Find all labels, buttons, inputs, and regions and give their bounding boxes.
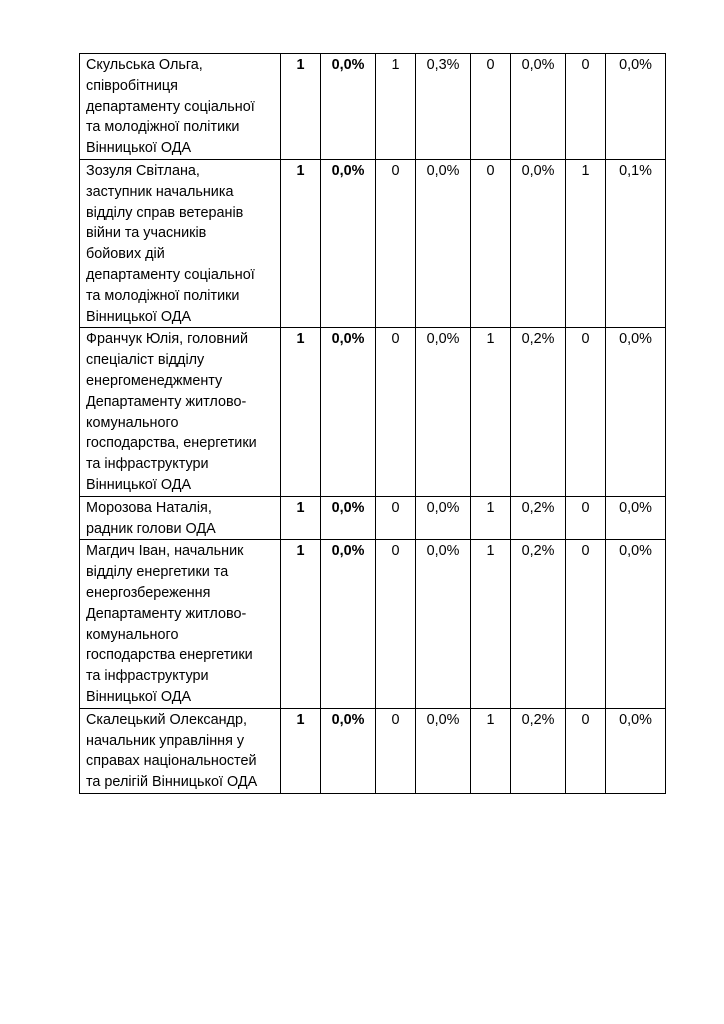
person-name-line: заступник начальника [86, 183, 234, 200]
person-cell [80, 328, 281, 496]
count-cell: 0 [376, 159, 416, 327]
person-name-line: начальник управління у [86, 732, 245, 749]
percent-cell: 0,0% [606, 54, 666, 160]
person-cell [80, 708, 281, 793]
table-row [80, 159, 666, 327]
table-row [80, 540, 666, 708]
person-name-line: енергозбереження [86, 584, 211, 601]
count-cell: 0 [566, 540, 606, 708]
person-name-line: комунального [86, 414, 179, 431]
person-name-line: бойових дій [86, 246, 165, 263]
person-name-line: господарства, енергетики [86, 435, 257, 452]
person-cell [80, 496, 281, 540]
count-cell: 0 [566, 54, 606, 160]
count-cell: 0 [566, 496, 606, 540]
count-cell: 1 [281, 159, 321, 327]
person-name-line: Вінницької ОДА [86, 140, 192, 157]
person-cell [80, 540, 281, 708]
percent-cell: 0,0% [511, 159, 566, 327]
person-name-line: департаменту соціальної [86, 266, 255, 283]
person-cell [80, 54, 281, 160]
person-name-line: Скалецький Олександр, [86, 711, 247, 728]
person-name-line: господарства енергетики [86, 647, 253, 664]
percent-cell: 0,0% [321, 540, 376, 708]
person-name-line: та молодіжної політики [86, 287, 240, 304]
person-name-line: та релігій Вінницької ОДА [86, 774, 258, 791]
percent-cell: 0,0% [321, 159, 376, 327]
count-cell: 0 [566, 328, 606, 496]
percent-cell: 0,0% [606, 328, 666, 496]
percent-cell: 0,0% [416, 496, 471, 540]
percent-cell: 0,0% [321, 328, 376, 496]
person-name-line: відділу енергетики та [86, 564, 229, 581]
person-name-line: справах національностей [86, 753, 257, 770]
person-name-line: енергоменеджменту [86, 372, 223, 389]
percent-cell: 0,2% [511, 708, 566, 793]
person-name-line: Департаменту житлово- [86, 605, 247, 622]
person-name-line: та інфраструктури [86, 456, 209, 473]
person-name-line: війни та учасників [86, 225, 207, 242]
person-name-line: Магдич Іван, начальник [86, 543, 244, 560]
count-cell: 0 [376, 708, 416, 793]
count-cell: 1 [281, 328, 321, 496]
count-cell: 1 [471, 328, 511, 496]
count-cell: 1 [471, 708, 511, 793]
person-cell [80, 159, 281, 327]
percent-cell: 0,0% [606, 496, 666, 540]
count-cell: 0 [376, 328, 416, 496]
percent-cell: 0,0% [606, 708, 666, 793]
person-name-line: радник голови ОДА [86, 520, 216, 537]
percent-cell: 0,0% [321, 496, 376, 540]
percent-cell: 0,0% [321, 54, 376, 160]
count-cell: 1 [281, 708, 321, 793]
percent-cell: 0,3% [416, 54, 471, 160]
person-name-line: комунального [86, 626, 179, 643]
person-name-line: департаменту соціальної [86, 98, 255, 115]
count-cell: 1 [566, 159, 606, 327]
percent-cell: 0,0% [321, 708, 376, 793]
percent-cell: 0,0% [416, 540, 471, 708]
person-name-line: Департаменту житлово- [86, 393, 247, 410]
table-body [80, 54, 666, 794]
percent-cell: 0,0% [606, 540, 666, 708]
percent-cell: 0,0% [416, 708, 471, 793]
count-cell: 0 [566, 708, 606, 793]
results-table [79, 53, 666, 794]
person-name-line: Скульська Ольга, [86, 57, 203, 73]
person-name-line: та молодіжної політики [86, 119, 240, 136]
person-name-line: Франчук Юлія, головний [86, 331, 249, 348]
person-name-line: спеціаліст відділу [86, 352, 205, 369]
percent-cell: 0,2% [511, 540, 566, 708]
table-row [80, 54, 666, 160]
person-name-line: Вінницької ОДА [86, 688, 192, 705]
percent-cell: 0,1% [606, 159, 666, 327]
percent-cell: 0,0% [416, 328, 471, 496]
count-cell: 1 [281, 540, 321, 708]
count-cell: 1 [281, 54, 321, 160]
percent-cell: 0,0% [416, 159, 471, 327]
count-cell: 0 [471, 159, 511, 327]
person-name-line: співробітниця [86, 77, 178, 94]
person-name-line: Вінницької ОДА [86, 476, 192, 493]
person-name-line: Морозова Наталія, [86, 499, 212, 516]
percent-cell: 0,0% [511, 54, 566, 160]
table-row [80, 328, 666, 496]
count-cell: 1 [471, 496, 511, 540]
person-name-line: відділу справ ветеранів [86, 204, 244, 221]
count-cell: 1 [376, 54, 416, 160]
person-name-line: та інфраструктури [86, 668, 209, 685]
table-row [80, 496, 666, 540]
person-name-line: Зозуля Світлана, [86, 162, 200, 179]
table-row [80, 708, 666, 793]
percent-cell: 0,2% [511, 328, 566, 496]
count-cell: 1 [471, 540, 511, 708]
count-cell: 1 [281, 496, 321, 540]
person-name-line: Вінницької ОДА [86, 308, 192, 325]
count-cell: 0 [471, 54, 511, 160]
count-cell: 0 [376, 540, 416, 708]
count-cell: 0 [376, 496, 416, 540]
percent-cell: 0,2% [511, 496, 566, 540]
